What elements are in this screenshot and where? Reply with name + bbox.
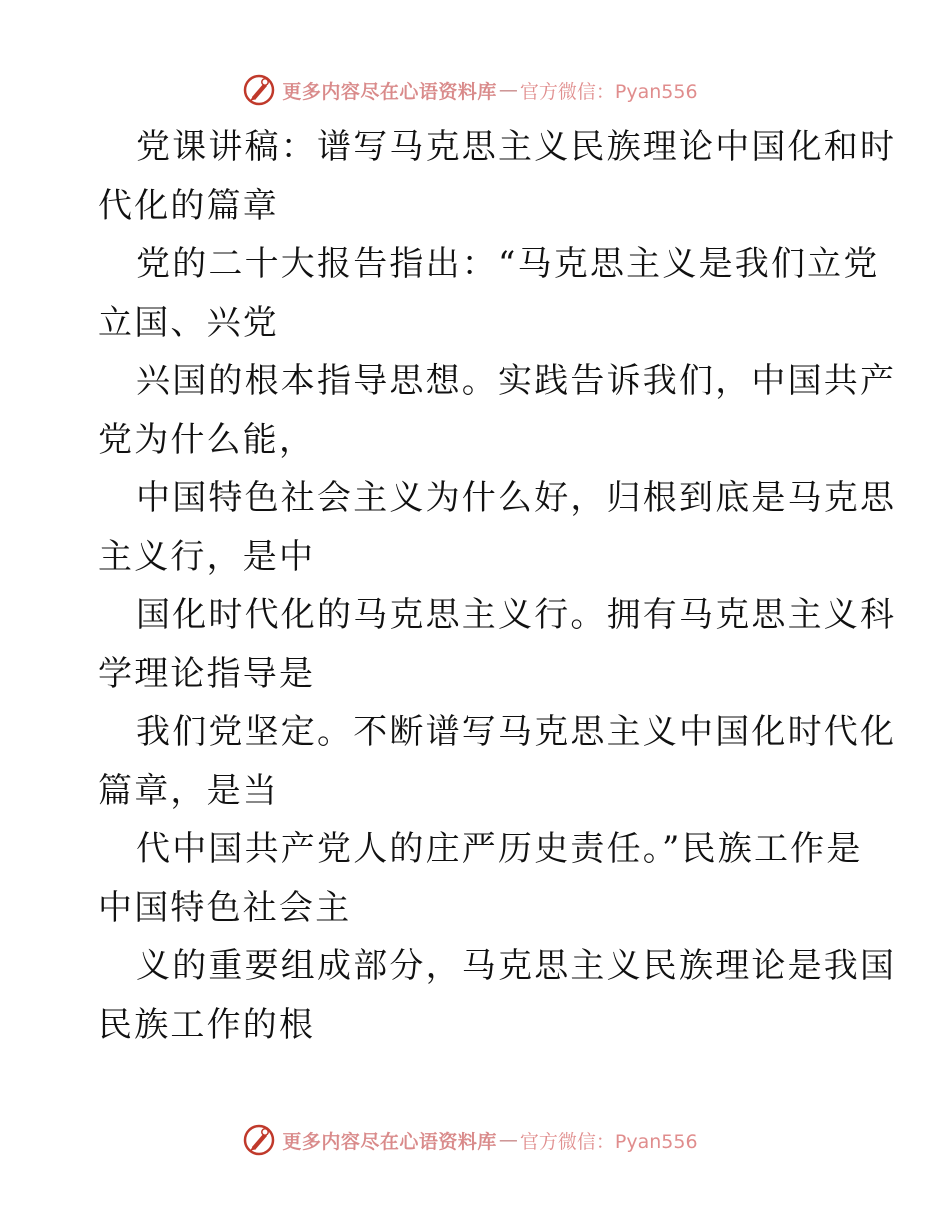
body-line: 代化的篇章 bbox=[98, 185, 279, 226]
body-line: 代中国共产党人的庄严历史责任。”民族工作是 bbox=[136, 829, 863, 869]
body-line: 国化时代化的马克思主义行。拥有马克思主义科 bbox=[136, 595, 897, 635]
body-line: 党的二十大报告指出：“马克思主义是我们立党 bbox=[136, 244, 880, 284]
footer-banner-text: 更多内容尽在心语资料库 bbox=[282, 1130, 497, 1153]
body-line: 我们党坚定。不断谱写马克思主义中国化时代化 bbox=[136, 712, 897, 752]
body-line: 义的重要组成部分，马克思主义民族理论是我国 bbox=[136, 946, 897, 986]
body-line: 学理论指导是 bbox=[98, 653, 316, 694]
header-banner-separator: — bbox=[498, 79, 518, 101]
body-line: 兴国的根本指导思想。实践告诉我们，中国共产 bbox=[136, 361, 897, 401]
footer-banner bbox=[0, 1120, 950, 1160]
body-line: 主义行，是中 bbox=[98, 536, 316, 577]
body-line: 立国、兴党 bbox=[98, 302, 279, 343]
body-line: 党课讲稿：谱写马克思主义民族理论中国化和时 bbox=[136, 127, 897, 167]
body-line: 中国特色社会主义为什么好，归根到底是马克思 bbox=[136, 478, 897, 518]
footer-banner-wechat: 官方微信：Pyan556 bbox=[519, 1130, 698, 1153]
body-line: 篇章，是当 bbox=[98, 770, 279, 811]
body-line: 中国特色社会主 bbox=[98, 887, 352, 928]
pen-nib-logo-icon bbox=[242, 73, 276, 107]
body-line: 党为什么能， bbox=[98, 419, 316, 460]
footer-banner-inner bbox=[242, 1123, 697, 1157]
header-banner-wechat: 官方微信：Pyan556 bbox=[519, 80, 698, 103]
document-body bbox=[98, 118, 897, 1054]
header-banner-text: 更多内容尽在心语资料库 bbox=[282, 80, 497, 103]
pen-nib-logo-icon bbox=[242, 1123, 276, 1157]
footer-banner-separator: — bbox=[498, 1129, 518, 1151]
header-banner bbox=[0, 70, 950, 110]
header-banner-inner bbox=[242, 73, 697, 107]
body-line: 民族工作的根 bbox=[98, 1004, 316, 1045]
